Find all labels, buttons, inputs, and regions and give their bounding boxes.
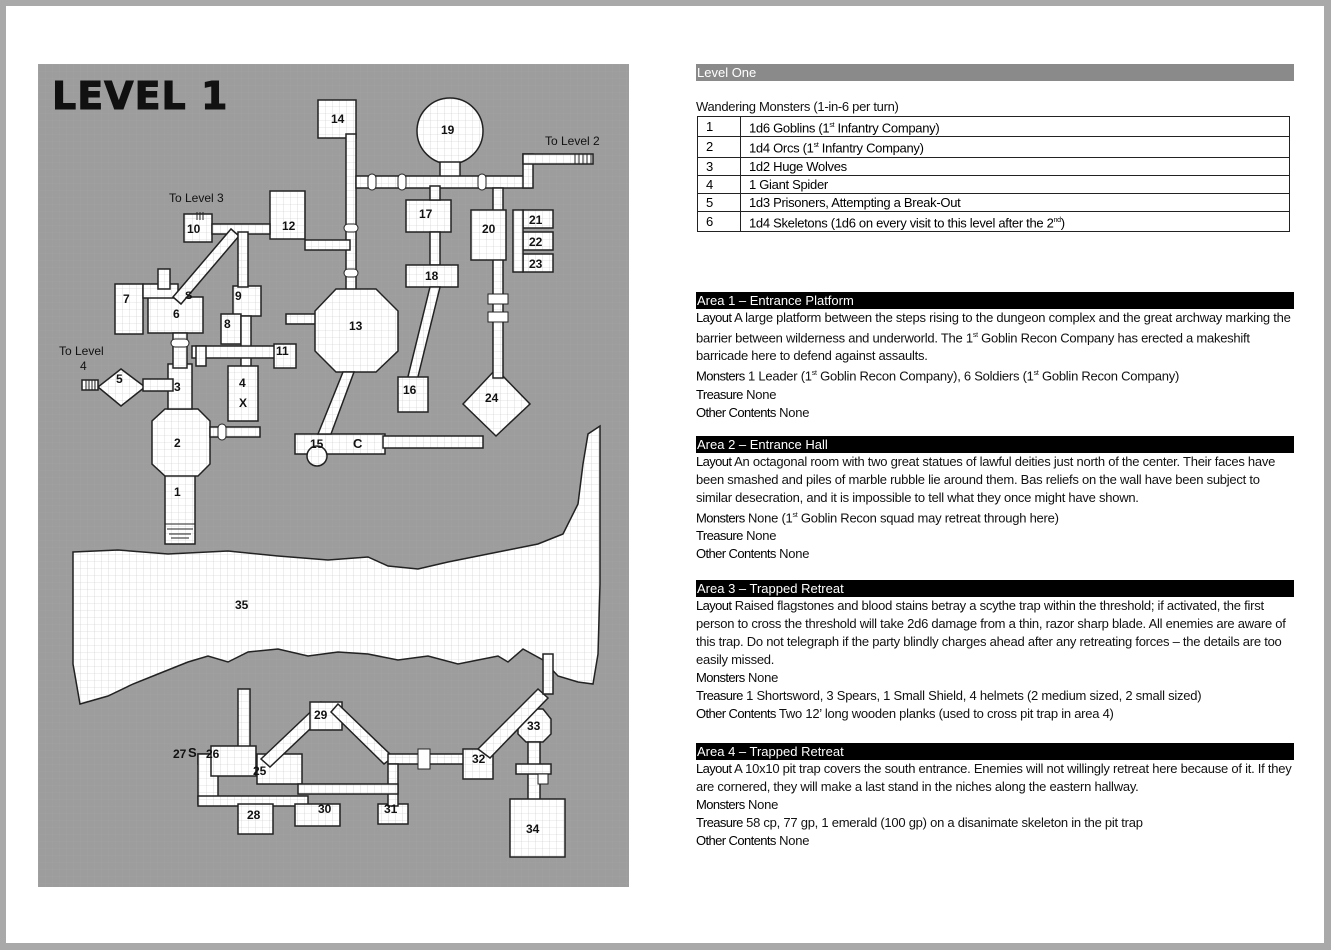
room-number: 12 xyxy=(282,219,296,233)
room-number: 15 xyxy=(310,437,324,451)
other-label: Other Contents xyxy=(696,546,776,562)
treasure-text: 58 cp, 77 gp, 1 emerald (100 gp) on a disanimate skeleton in the pit trap xyxy=(742,815,1143,830)
wandering-monsters-table xyxy=(697,116,1290,232)
roll-cell: 3 xyxy=(698,157,741,175)
room-number: 5 xyxy=(116,372,123,386)
area-section xyxy=(696,743,1294,850)
other-label: Other Contents xyxy=(696,706,776,721)
area-section xyxy=(696,292,1294,422)
room-number: 3 xyxy=(174,380,181,394)
monster-cell xyxy=(741,211,1290,231)
monster-text-post: ) xyxy=(1060,214,1065,230)
room-number: 13 xyxy=(349,319,363,333)
room-number: 23 xyxy=(529,257,543,271)
monster-cell xyxy=(741,137,1290,157)
room-number: 20 xyxy=(482,222,496,236)
superscript: st xyxy=(813,142,819,150)
room-number: 19 xyxy=(441,123,455,137)
room-number: 25 xyxy=(253,764,267,778)
dungeon-map xyxy=(38,64,629,887)
monster-text: 1d6 Goblins (1 xyxy=(749,120,830,136)
treasure-label: Treasure xyxy=(696,386,743,402)
room-number: 21 xyxy=(529,213,543,227)
superscript: st xyxy=(829,122,835,129)
superscript: nd xyxy=(1053,216,1061,224)
area-title: Area 2 – Entrance Hall xyxy=(696,436,1294,453)
area-layout xyxy=(696,597,1294,669)
room-number: 9 xyxy=(235,289,242,303)
monster-text-post: Infantry Company) xyxy=(818,140,924,156)
treasure-label: Treasure xyxy=(696,815,743,830)
monster-cell xyxy=(741,157,1290,175)
layout-label: Layout xyxy=(696,598,732,613)
room-number: 32 xyxy=(472,752,486,766)
area-treasure xyxy=(696,687,1294,705)
monster-text: 1 Giant Spider xyxy=(749,176,828,192)
room-number: 22 xyxy=(529,235,543,249)
superscript: st xyxy=(1033,370,1039,378)
superscript: st xyxy=(811,370,817,378)
monsters-label: Monsters xyxy=(696,368,745,384)
room-number: 8 xyxy=(224,317,231,331)
area-monsters xyxy=(696,507,1294,527)
monster-cell xyxy=(741,193,1290,211)
label-to-level-2: To Level 2 xyxy=(545,134,600,148)
other-text: None xyxy=(775,833,810,848)
layout-text: Raised flagstones and blood stains betray a scythe trap within the threshold; if activated, the first person to cross the threshold will take 2d6 damage from a thin, razor sharp blade. All enemies are aware of this trap. Do not telegraph if the party blindly charges ahead after any retreating forces – the details are too easily missed. xyxy=(696,598,1286,667)
monster-text: 1d4 Orcs (1 xyxy=(749,140,814,156)
area-other xyxy=(696,545,1294,563)
area-title: Area 4 – Trapped Retreat xyxy=(696,743,1294,760)
monsters-text-post: Goblin Recon Company) xyxy=(1038,368,1180,384)
layout-label: Layout xyxy=(696,454,732,469)
room-number: 35 xyxy=(235,598,249,612)
roll-cell: 2 xyxy=(698,137,741,157)
monsters-text: None xyxy=(744,797,779,812)
roll-cell: 6 xyxy=(698,211,741,231)
layout-label: Layout xyxy=(696,310,732,325)
roll-cell: 5 xyxy=(698,193,741,211)
room-number: 34 xyxy=(526,822,540,836)
area-other xyxy=(696,832,1294,850)
map-labels xyxy=(38,64,629,887)
label-to-level-4-b: 4 xyxy=(80,359,87,373)
table-row xyxy=(698,211,1290,231)
monster-text-post: Infantry Company) xyxy=(834,120,940,136)
area-title: Area 3 – Trapped Retreat xyxy=(696,580,1294,597)
treasure-label: Treasure xyxy=(696,528,743,544)
monsters-text: None xyxy=(744,670,779,685)
room-number: 27 xyxy=(173,747,187,761)
label-to-level-4-a: To Level xyxy=(59,344,104,358)
area-section xyxy=(696,436,1294,563)
wandering-caption: Wandering Monsters (1-in-6 per turn) xyxy=(696,99,899,114)
roll-cell: 1 xyxy=(698,117,741,137)
treasure-text: None xyxy=(742,386,777,402)
map-title: LEVEL 1 xyxy=(52,74,229,118)
other-text: None xyxy=(775,404,810,420)
layout-text-post: Goblin Recon Company has erected a makeshift barricade here to defend against assaults. xyxy=(696,330,1250,364)
monsters-label: Monsters xyxy=(696,797,745,812)
monsters-text: 1 Leader (1 xyxy=(744,368,812,384)
table-row xyxy=(698,157,1290,175)
table-row xyxy=(698,175,1290,193)
table-row xyxy=(698,117,1290,137)
area-layout xyxy=(696,309,1294,365)
label-to-level-3: To Level 3 xyxy=(169,191,224,205)
room-number: 10 xyxy=(187,222,201,236)
room-number: 6 xyxy=(173,307,180,321)
other-label: Other Contents xyxy=(696,404,776,420)
room-number: 2 xyxy=(174,436,181,450)
area-other xyxy=(696,705,1294,723)
room-number: 26 xyxy=(206,747,220,761)
treasure-text: None xyxy=(742,528,777,544)
other-text: Two 12’ long wooden planks (used to cross pit trap in area 4) xyxy=(775,706,1114,721)
room-number: 30 xyxy=(318,802,332,816)
room-number: 29 xyxy=(314,708,328,722)
room-number: 28 xyxy=(247,808,261,822)
other-text: None xyxy=(775,546,810,562)
area-layout xyxy=(696,760,1294,796)
superscript: st xyxy=(972,332,978,339)
door-mark-15: C xyxy=(353,436,363,451)
layout-label: Layout xyxy=(696,761,732,776)
room-number: 4 xyxy=(239,376,246,390)
room-number: 1 xyxy=(174,485,181,499)
monsters-text-mid: Goblin Recon Company), 6 Soldiers (1 xyxy=(816,368,1034,384)
table-row xyxy=(698,137,1290,157)
room-number: 17 xyxy=(419,207,433,221)
room-number: 11 xyxy=(276,344,289,358)
layout-text: An octagonal room with two great statues of lawful deities just north of the center. Their faces have been smashed and piles of marble rubble lie around them. Bas reliefs on the wall have been subject to similar desecration, and it is impossible to tell what they once might have shown. xyxy=(696,454,1276,505)
area-monsters xyxy=(696,669,1294,687)
layout-text: A 10x10 pit trap covers the south entrance. Enemies will not willingly retreat here because of it. If they are cornered, they will make a last stand in the niches along the eastern hallway. xyxy=(696,761,1292,794)
monsters-text: None (1 xyxy=(744,510,793,526)
superscript: st xyxy=(792,512,798,519)
monster-text: 1d3 Prisoners, Attempting a Break-Out xyxy=(749,194,961,210)
room-number: 31 xyxy=(384,802,398,816)
secret-door-mark: S xyxy=(185,290,193,302)
monster-text: 1d4 Skeletons (1d6 on every visit to this level after the 2 xyxy=(749,214,1054,230)
area-treasure xyxy=(696,527,1294,545)
layout-text: A large platform between the steps rising to the dungeon complex and the great archway marking the barrier between wilderness and underworld. The 1 xyxy=(696,310,1291,346)
area-section xyxy=(696,580,1294,723)
other-label: Other Contents xyxy=(696,833,776,848)
treasure-label: Treasure xyxy=(696,688,743,703)
room-number: 7 xyxy=(123,292,130,306)
treasure-text: 1 Shortsword, 3 Spears, 1 Small Shield, 4 helmets (2 medium sized, 2 small sized) xyxy=(742,688,1202,703)
area-treasure xyxy=(696,386,1294,404)
area-layout xyxy=(696,453,1294,507)
text-column xyxy=(696,64,1294,848)
room-number: 14 xyxy=(331,112,345,126)
monster-text: 1d2 Huge Wolves xyxy=(749,158,847,174)
monster-cell xyxy=(741,175,1290,193)
room-number: 24 xyxy=(485,391,499,405)
trap-x-mark: X xyxy=(239,396,248,410)
area-other xyxy=(696,404,1294,422)
area-monsters xyxy=(696,796,1294,814)
area-treasure xyxy=(696,814,1294,832)
area-title: Area 1 – Entrance Platform xyxy=(696,292,1294,309)
document-page xyxy=(6,6,1324,943)
table-row xyxy=(698,193,1290,211)
monster-cell xyxy=(741,117,1290,137)
monsters-label: Monsters xyxy=(696,670,745,685)
roll-cell: 4 xyxy=(698,175,741,193)
room-number: 16 xyxy=(403,383,417,397)
secret-door-mark-27: S xyxy=(188,745,197,760)
area-monsters xyxy=(696,365,1294,385)
monsters-label: Monsters xyxy=(696,510,745,526)
room-number: 18 xyxy=(425,269,439,283)
room-number: 33 xyxy=(527,719,541,733)
level-header: Level One xyxy=(696,64,1294,81)
monsters-text-post: Goblin Recon squad may retreat through here) xyxy=(797,510,1059,526)
